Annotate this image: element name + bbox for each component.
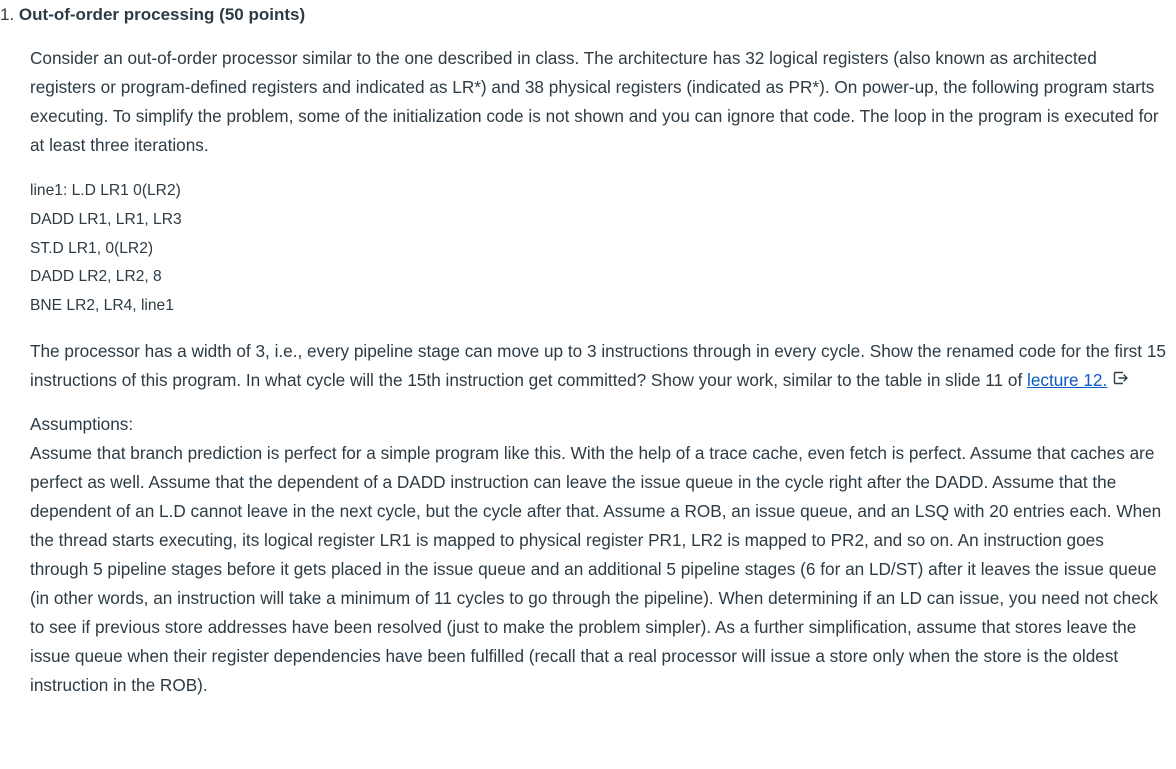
question-body [30, 44, 1166, 700]
question-number: 1. [0, 5, 15, 24]
assumptions-heading: Assumptions: [30, 413, 134, 434]
code-line: BNE LR2, LR4, line1 [30, 297, 174, 315]
code-line: DADD LR2, LR2, 8 [30, 268, 162, 286]
code-line: line1: L.D LR1 0(LR2) [30, 182, 181, 199]
code-line: ST.D LR1, 0(LR2) [30, 239, 154, 257]
assumptions-paragraph: Assume that branch prediction is perfect for a simple program like this. With the help of a trace cache, even fetch is perfect. Assume that caches are perfect as well. Assume that the dependent of a DADD instruction can leave the issue queue in the cycle right after the DADD. Assume that the dependent of an L.D cannot leave in the next cycle, but the cycle after that. Assume a ROB, an issue queue, and an LSQ with 20 entries each. When the thread starts executing, its logical register LR1 is mapped to physical register PR1, LR2 is mapped to PR2, and so on. An instruction goes through 5 pipeline stages before it gets placed in the issue queue and an additional 5 pipeline stages (6 for an LD/ST) after it leaves the issue queue (in other words, an instruction will take a minimum of 11 cycles to go through the pipeline). When determining if an LD can issue, you need not check to see if previous store addresses have been resolved (just to make the problem simpler). As a further simplification, assume that stores leave the issue queue when their register dependencies have been fulfilled (recall that a real processor will issue a store only when the store is the oldest instruction in the ROB). [30, 442, 1162, 695]
task-paragraph [30, 337, 1166, 396]
intro-paragraph: Consider an out-of-order processor similar to the one described in class. The architecture has 32 logical registers (also known as architected registers or program-defined registers and indicated as LR*) and 38 physical registers (indicated as PR*). On power-up, the following program starts executing. To simplify the problem, some of the initialization code is not shown and you can ignore that code. The loop in the program is executed for at least three iterations. [30, 48, 1159, 155]
task-text: The processor has a width of 3, i.e., every pipeline stage can move up to 3 instructions through in every cycle. Show the renamed code for the first 15 instructions of this program. In what cycle will the 15th instruction get committed? Show your work, similar to the table in slide 11 of [30, 340, 1166, 390]
question-title: Out-of-order processing (50 points) [18, 5, 306, 24]
code-listing [30, 177, 1166, 321]
code-line: DADD LR1, LR1, LR3 [30, 210, 182, 228]
question-header [0, 4, 305, 26]
lecture-12-link[interactable]: lecture 12. [1027, 369, 1108, 390]
external-link-icon[interactable] [1113, 365, 1129, 394]
